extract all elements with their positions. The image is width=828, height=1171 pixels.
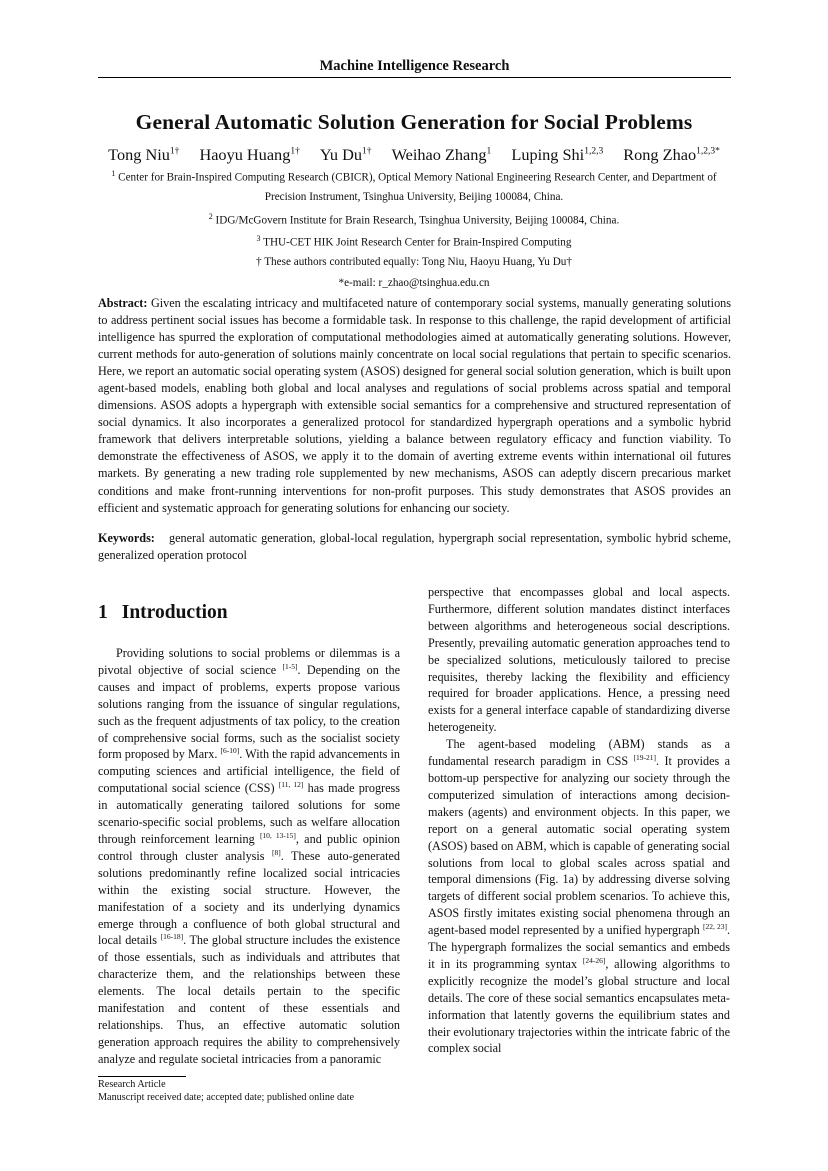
paragraph bbox=[428, 736, 730, 1057]
corresponding-email: *e-mail: r_zhao@tsinghua.edu.cn bbox=[338, 277, 490, 289]
abstract bbox=[98, 295, 731, 517]
author-affiliation-marker: 1† bbox=[290, 146, 300, 157]
citation-marker: [1-5] bbox=[282, 661, 298, 671]
author-name: Tong Niu bbox=[108, 145, 170, 164]
article-type: Research Article bbox=[98, 1079, 166, 1090]
paragraph bbox=[428, 584, 730, 736]
author-name: Rong Zhao bbox=[623, 145, 697, 164]
section-heading bbox=[98, 602, 228, 624]
body-text: . These auto-generated solutions predominantly refine localized social intricacies within the existing social structure. However, the manifestation of a society and its underlying dynamics emerge through a confluence of both global structural and local details bbox=[98, 848, 400, 948]
citation-marker: [11, 12] bbox=[278, 780, 304, 790]
keywords-text: general automatic generation, global-local regulation, hypergraph social representation, symbolic hybrid scheme, generalized operation protocol bbox=[98, 531, 731, 563]
paragraph bbox=[98, 645, 400, 1068]
author bbox=[199, 145, 299, 164]
affiliation-text: IDG/McGovern Institute for Brain Research, Tsinghua University, Beijing 100084, China. bbox=[215, 214, 620, 227]
body-text: perspective that encompasses global and local aspects. Furthermore, different solution mandates distinct interfaces between algorithms and heterogeneous social descriptions. Presently, prevailing automatic generation approaches tend to be specialized solutions, meticulously tailored to precise requisites, thereby lacking the flexibility and efficiency required for broader applications. Hence, a pressing need exists for a general interface capable of standardizing diverse heterogeneity. bbox=[428, 585, 730, 735]
section-number: 1 bbox=[98, 602, 108, 623]
right-column bbox=[428, 584, 730, 1057]
author bbox=[392, 145, 492, 164]
keywords-label: Keywords: bbox=[98, 531, 155, 545]
body-text: . The hypergraph formalizes the social semantics and embeds it in its programming syntax bbox=[428, 923, 730, 971]
body-text: . It provides a bottom-up perspective for analyzing our society through the computerized simulation of interactions among decision-makers (agents) and environment objects. In this paper, we report on a general automatic social operating system (ASOS) based on ABM, which is capable of generating social solutions from local to global scales across spatial and temporal dimensions (Fig. 1a) by addressing diverse solving targets of different social problem scenarios. To achieve this, ASOS firstly imitates existing social phenomena through an agent-based model represented by a unified hypergraph bbox=[428, 754, 730, 938]
citation-marker: [22, 23] bbox=[703, 922, 727, 932]
author-affiliation-marker: 1† bbox=[169, 146, 180, 157]
section-title: Introduction bbox=[121, 602, 228, 623]
citation-marker: [8] bbox=[272, 847, 281, 857]
affiliation-1 bbox=[60, 169, 768, 184]
author bbox=[511, 145, 603, 164]
keywords bbox=[98, 530, 731, 564]
affiliation-2 bbox=[60, 212, 768, 227]
author-affiliation-marker: 1,2,3* bbox=[696, 146, 720, 157]
paper-title: General Automatic Solution Generation for Social Problems bbox=[135, 110, 693, 134]
citation-marker: [6-10] bbox=[220, 746, 240, 756]
author bbox=[623, 145, 720, 164]
author-list bbox=[60, 145, 768, 165]
body-text: , allowing algorithms to explicitly recognize the model’s global structure and local details. The core of these social semantics encapsulates meta-information that latently governs the equilibrium states and their evolutionary trajectories within the intricate fabric of the complex social bbox=[428, 956, 730, 1056]
author-affiliation-marker: 1 bbox=[486, 146, 492, 157]
affiliation-text: THU-CET HIK Joint Research Center for Brain-Inspired Computing bbox=[263, 236, 572, 249]
affiliation-text: Center for Brain-Inspired Computing Research (CBICR), Optical Memory National Engineering Research Center, and Department of bbox=[118, 171, 717, 184]
affiliation-3 bbox=[60, 234, 768, 249]
footnote bbox=[98, 1079, 354, 1104]
journal-header: Machine Intelligence Research bbox=[319, 58, 510, 74]
body-text: has made progress in automatically generating tailored solutions for some scenario-specific social problems, such as welfare allocation through reinforcement learning bbox=[98, 781, 401, 846]
citation-marker: [10, 13-15] bbox=[259, 830, 296, 840]
abstract-text: Given the escalating intricacy and multifaceted nature of contemporary social systems, manually generating solutions to address pertinent social issues has become a formidable task. In response to this challenge, the rapid development of artificial intelligence has spurred the exploration of computational methodologies aimed at automatically generating solutions. However, current methods for auto-generation of solutions mainly concentrate on local social regulations that pertain to specific scenarios. Here, we report an automatic social operating system (ASOS) designed for general social solution generation, which is built upon agent-based models, enabling both global and local analyses and regulations of social problems across spatial and temporal dimensions. ASOS adopts a hypergraph with extensible social semantics for a comprehensive and structured representation of social dynamics. It also incorporates a generalized protocol for standardized hypergraph operations and a symbolic hybrid framework that delivers interpretable solutions, yielding a balance between regulatory efficacy and function viability. To demonstrate the effectiveness of ASOS, we apply it to the domain of averting extreme events within international oil futures markets. By generating a new trading role supplemented by new mechanisms, ASOS can adeptly discern precarious market conditions and make front-running interventions for non-profit purposes. This study demonstrates that ASOS provides an efficient and systematic approach for generating solutions for enhancing our society. bbox=[98, 296, 731, 515]
abstract-label: Abstract: bbox=[98, 296, 148, 310]
affiliation-1-continued: Precision Instrument, Tsinghua University, Beijing 100084, China. bbox=[264, 191, 564, 203]
author-name: Luping Shi bbox=[511, 145, 585, 164]
body-text: Providing solutions to social problems or dilemmas is a pivotal objective of social science bbox=[98, 646, 400, 677]
citation-marker: [16-18] bbox=[160, 932, 184, 942]
manuscript-dates: Manuscript received date; accepted date; published online date bbox=[98, 1091, 354, 1103]
header-rule bbox=[98, 77, 731, 78]
equal-contribution-note: † These authors contributed equally: Tong Niu, Haoyu Huang, Yu Du† bbox=[256, 256, 572, 268]
author bbox=[108, 145, 179, 164]
body-text: . Depending on the causes and impact of problems, experts propose various solutions ranging from the issuance of singular regulations, such as the frequent adjustments of tax policy, to the creation of comprehensive social forms, such as the socialist society form proposed by Marx. bbox=[98, 662, 400, 762]
author-name: Haoyu Huang bbox=[199, 145, 291, 164]
author-name: Weihao Zhang bbox=[391, 145, 487, 164]
footnote-rule bbox=[98, 1076, 186, 1077]
affiliation-marker: 1 bbox=[111, 169, 116, 178]
affiliation-marker: 2 bbox=[208, 212, 213, 221]
body-text: The agent-based modeling (ABM) stands as a fundamental research paradigm in CSS bbox=[428, 737, 730, 769]
author bbox=[320, 145, 372, 164]
body-text: , and public opinion control through cluster analysis bbox=[98, 831, 400, 863]
affiliation-marker: 3 bbox=[256, 234, 261, 243]
citation-marker: [24-26] bbox=[582, 955, 606, 965]
citation-marker: [19-21] bbox=[633, 753, 657, 762]
author-affiliation-marker: 1† bbox=[361, 146, 372, 157]
author-affiliation-marker: 1,2,3 bbox=[584, 146, 604, 157]
body-text: . With the rapid advancements in computing sciences and artificial intelligence, the field of computational social science (CSS) bbox=[98, 747, 400, 796]
author-name: Yu Du bbox=[319, 145, 362, 164]
body-text: . The global structure includes the existence of those essentials, such as individuals and attributes that characterize them, and the relationships between these elements. The local details pertain to the specific manifestation and content of these essentials and relationships. Thus, an effective automatic solution generation approach requires the ability to comprehensively analyze and regulate societal intricacies from a panoramic bbox=[98, 933, 400, 1066]
left-column bbox=[98, 645, 400, 1068]
